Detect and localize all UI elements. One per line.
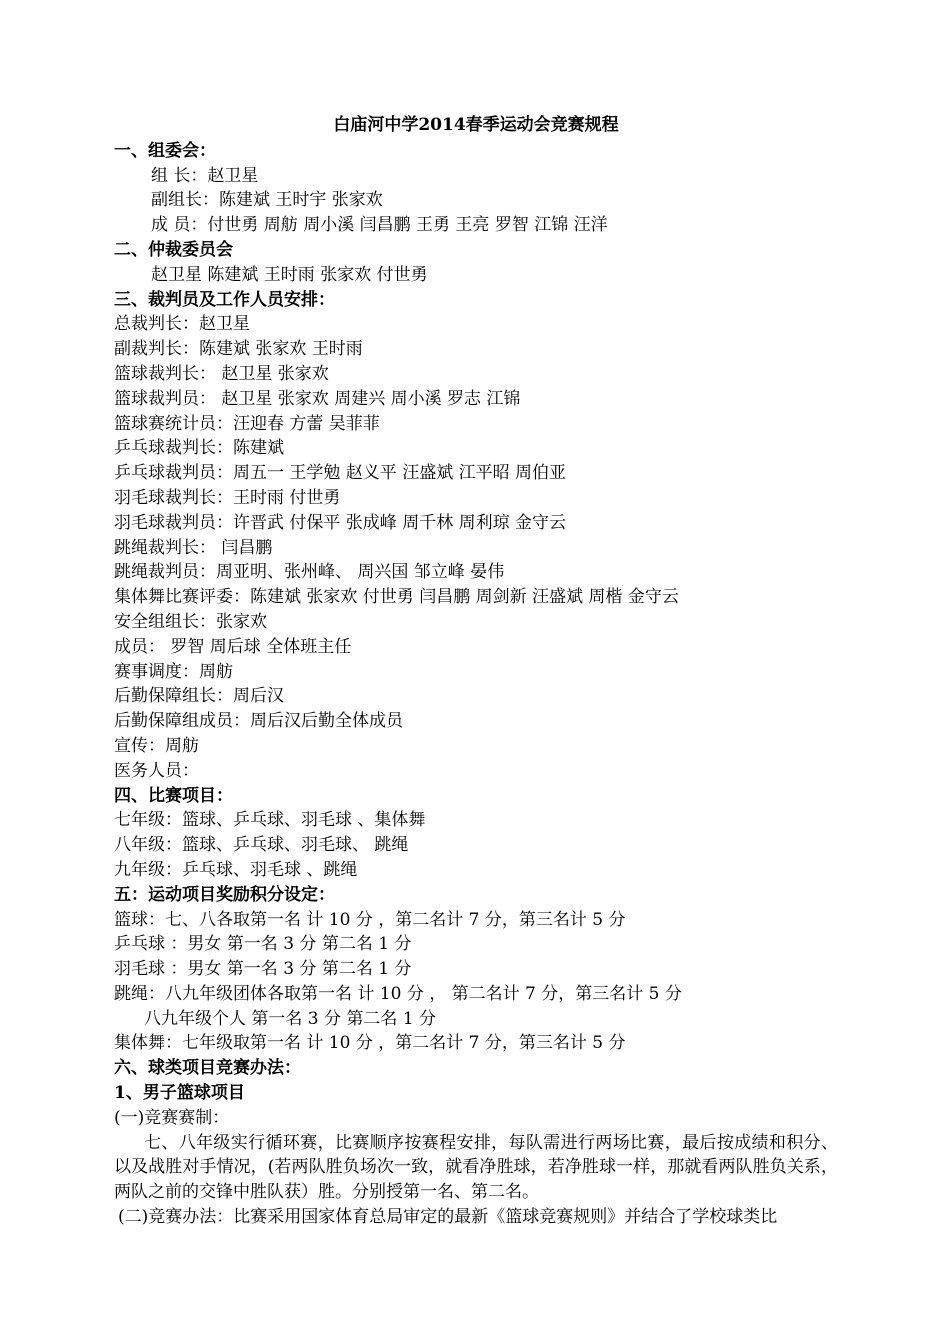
staff-line: 后勤保障组长：周后汉 (114, 686, 284, 707)
document-body (114, 113, 838, 1230)
section-heading-referees: 三、裁判员及工作人员安排： (114, 289, 335, 310)
staff-line: 安全组组长：张家欢 (114, 611, 267, 632)
format-paragraph: 七、八年级实行循环赛，比赛顺序按赛程安排，每队需进行两场比赛，最后按成绩和积分、以及战胜对手情况，(若两队胜负场次一致，就看净胜球，若净胜球一样，那就看两队胜负关系，两队之前的交锋中胜队获）胜。分别授第一名、第二名。 (114, 1132, 838, 1203)
staff-line: 总裁判长：赵卫星 (114, 314, 250, 335)
scoring-rope-individual: 八九年级个人 第一名 3 分 第二名 1 分 (144, 1008, 437, 1029)
rules-paragraph: (二)竞赛办法：比赛采用国家体育总局审定的最新《篮球竞赛规则》并结合了学校球类比 (118, 1207, 778, 1228)
grade-events-line: 九年级：乒乓球、羽毛球 、跳绳 (114, 859, 358, 880)
document-title: 白庙河中学2014春季运动会竞赛规程 (333, 115, 619, 135)
scoring-basketball: 篮球：七、八各取第一名 计 10 分 ，第二名计 7 分，第三名计 5 分 (114, 909, 626, 930)
grade-events-line: 七年级：篮球、乒乓球、羽毛球 、集体舞 (114, 810, 426, 831)
scoring-rope-team: 跳绳：八九年级团体各取第一名 计 10 分 ， 第二名计 7 分，第三名计 5 分 (114, 983, 682, 1004)
staff-line: 后勤保障组成员：周后汉后勤全体成员 (114, 711, 403, 732)
grade-events-line: 八年级：篮球、乒乓球、羽毛球、 跳绳 (114, 835, 409, 856)
section-heading-scoring: 五：运动项目奖励积分设定： (114, 884, 335, 905)
section-heading-events: 四、比赛项目： (114, 785, 233, 806)
staff-line: 副裁判长：陈建斌 张家欢 王时雨 (114, 339, 363, 360)
subheading-format: (一)竞赛赛制： (114, 1107, 230, 1128)
section-heading-ball-games: 六、球类项目竞赛办法： (114, 1058, 301, 1079)
staff-line: 宣传：周舫 (114, 735, 199, 756)
staff-line: 医务人员： (114, 760, 199, 781)
committee-leader: 组 长：赵卫星 (151, 165, 259, 186)
staff-line: 集体舞比赛评委：陈建斌 张家欢 付世勇 闫昌鹏 周剑新 汪盛斌 周楷 金守云 (114, 587, 679, 608)
staff-line: 篮球赛统计员：汪迎春 方蕾 吴菲菲 (114, 413, 380, 434)
staff-line: 跳绳裁判员：周亚明、张州峰、 周兴国 邹立峰 晏伟 (114, 562, 505, 583)
staff-line: 成员： 罗智 周后球 全体班主任 (114, 636, 352, 657)
scoring-badminton: 羽毛球 ：男女 第一名 3 分 第二名 1 分 (114, 959, 412, 980)
section-heading-arbitration: 二、仲裁委员会 (114, 239, 233, 260)
scoring-pingpong: 乒乓球 ：男女 第一名 3 分 第二名 1 分 (114, 934, 412, 955)
arbitration-members: 赵卫星 陈建斌 王时雨 张家欢 付世勇 (151, 264, 428, 285)
scoring-dance: 集体舞：七年级取第一名 计 10 分 ，第二名计 7 分，第三名计 5 分 (114, 1033, 626, 1054)
staff-line: 乒乓球裁判员：周五一 王学勉 赵义平 汪盛斌 江平昭 周伯亚 (114, 463, 567, 484)
staff-line: 跳绳裁判长： 闫昌鹏 (114, 537, 273, 558)
section-heading-committee: 一、组委会： (114, 140, 216, 161)
staff-line: 羽毛球裁判员：许晋武 付保平 张成峰 周千林 周利琼 金守云 (114, 512, 567, 533)
committee-vice-leader: 副组长：陈建斌 王时宇 张家欢 (151, 190, 383, 211)
staff-line: 羽毛球裁判长：王时雨 付世勇 (114, 487, 341, 508)
staff-line: 赛事调度：周舫 (114, 661, 233, 682)
staff-line: 篮球裁判长： 赵卫星 张家欢 (114, 363, 329, 384)
staff-line: 乒乓球裁判长：陈建斌 (114, 438, 284, 459)
staff-line: 篮球裁判员： 赵卫星 张家欢 周建兴 周小溪 罗志 江锦 (114, 388, 521, 409)
committee-members: 成 员：付世勇 周舫 周小溪 闫昌鹏 王勇 王亮 罗智 江锦 汪洋 (151, 215, 608, 236)
subheading-basketball: 1、男子篮球项目 (114, 1083, 245, 1104)
